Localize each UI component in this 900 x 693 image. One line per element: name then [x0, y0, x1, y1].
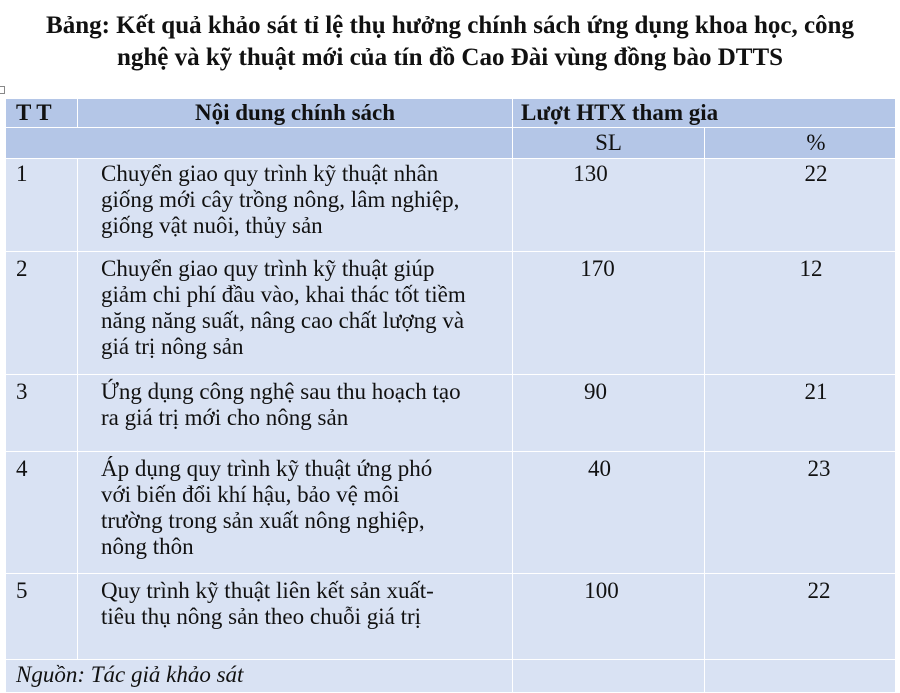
row-sl: 100	[513, 574, 705, 660]
source-blank-sl	[513, 660, 705, 693]
content-line: trường trong sản xuất nông nghiệp,	[101, 508, 425, 533]
title-line-1: Bảng: Kết quả khảo sát tỉ lệ thụ hưởng chính sách ứng dụng khoa học, công	[46, 12, 854, 39]
content-line: Chuyển giao quy trình kỹ thuật nhân	[101, 161, 439, 186]
source-note: Nguồn: Tác giả khảo sát	[6, 660, 513, 693]
content-line: tiêu thụ nông sản theo chuỗi giá trị	[101, 604, 422, 629]
content-line: giống vật nuôi, thủy sản	[101, 213, 323, 238]
row-sl: 170	[513, 252, 705, 375]
content-line: giảm chi phí đầu vào, khai thác tốt tiềm	[101, 282, 466, 307]
row-content	[78, 252, 513, 375]
content-line: giá trị nông sản	[101, 334, 244, 359]
content-line: Áp dụng quy trình kỹ thuật ứng phó	[101, 456, 433, 481]
subheader-blank	[6, 128, 513, 159]
row-sl: 130	[513, 159, 705, 252]
row-pct: 22	[705, 574, 896, 660]
header-pct: %	[705, 128, 896, 159]
header-row	[6, 99, 896, 128]
row-content	[78, 574, 513, 660]
row-tt: 4	[6, 452, 78, 574]
table-row	[6, 159, 896, 252]
title-line-2: nghệ và kỹ thuật mới của tín đồ Cao Đài vùng đồng bào DTTS	[116, 44, 784, 71]
row-sl: 90	[513, 375, 705, 452]
row-content	[78, 452, 513, 574]
content-line: giống mới cây trồng nông, lâm nghiệp,	[101, 187, 460, 212]
content-line: nông thôn	[101, 534, 194, 559]
header-content: Nội dung chính sách	[78, 99, 513, 128]
row-pct: 12	[705, 252, 896, 375]
table-row	[6, 452, 896, 574]
content-line: Chuyển giao quy trình kỹ thuật giúp	[101, 256, 435, 281]
row-tt: 3	[6, 375, 78, 452]
table-anchor-marker	[0, 86, 5, 94]
source-row	[6, 660, 896, 693]
policy-survey-table	[5, 98, 896, 693]
row-pct: 21	[705, 375, 896, 452]
header-sl: SL	[513, 128, 705, 159]
source-blank-pct	[705, 660, 896, 693]
header-tt: T T	[6, 99, 78, 128]
row-pct: 22	[705, 159, 896, 252]
row-tt: 1	[6, 159, 78, 252]
row-tt: 5	[6, 574, 78, 660]
table-row	[6, 252, 896, 375]
header-group: Lượt HTX tham gia	[513, 99, 896, 128]
subheader-row	[6, 128, 896, 159]
row-pct: 23	[705, 452, 896, 574]
row-sl: 40	[513, 452, 705, 574]
content-line: năng năng suất, nâng cao chất lượng và	[101, 308, 465, 333]
row-content	[78, 375, 513, 452]
content-line: Quy trình kỹ thuật liên kết sản xuất-	[101, 578, 434, 603]
table-row	[6, 375, 896, 452]
content-line: Ứng dụng công nghệ sau thu hoạch tạo	[101, 379, 461, 404]
row-content	[78, 159, 513, 252]
content-line: ra giá trị mới cho nông sản	[101, 405, 349, 430]
content-line: với biến đổi khí hậu, bảo vệ môi	[101, 482, 400, 507]
table-title	[0, 10, 900, 74]
table-row	[6, 574, 896, 660]
row-tt: 2	[6, 252, 78, 375]
